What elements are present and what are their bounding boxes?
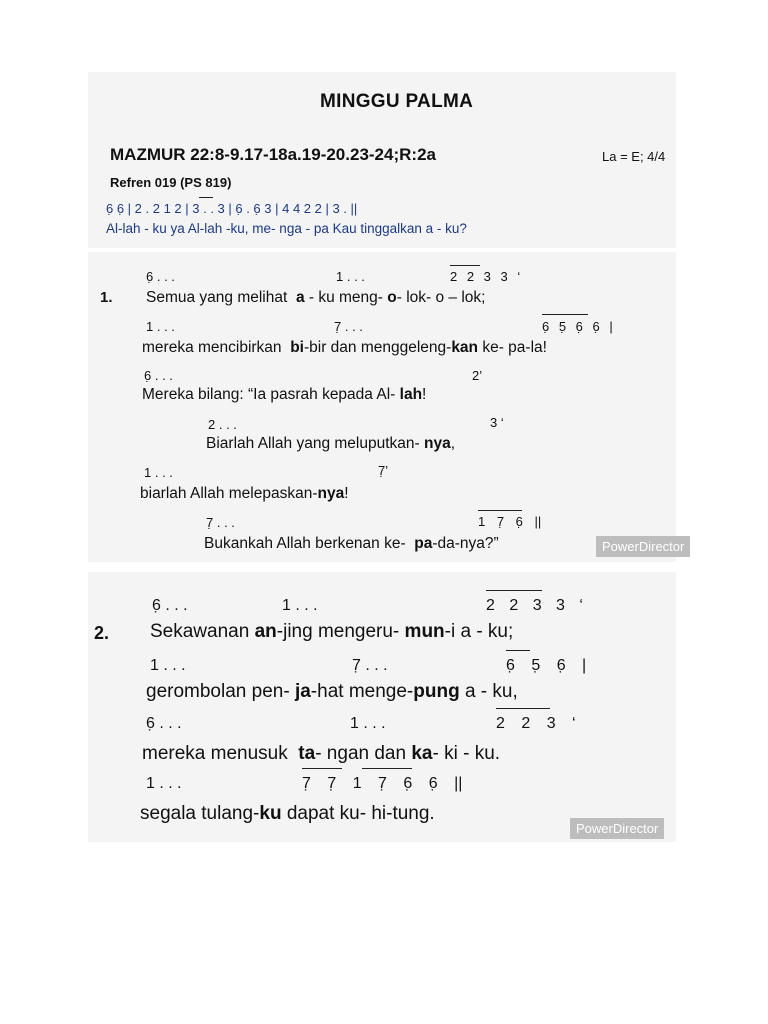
lyric-line: Mereka bilang: “Ia pasrah kepada Al- lah!: [142, 386, 427, 403]
psalm-reference: MAZMUR 22:8-9.17-18a.19-20.23-24;R:2a: [110, 145, 436, 164]
note-group: 6̣ . . .: [152, 597, 188, 614]
beam: [486, 590, 542, 591]
lyric-line: Biarlah Allah yang meluputkan- nya,: [206, 435, 456, 452]
note-group: 3 ‘: [490, 415, 504, 430]
note-group: 1 . . .: [146, 319, 175, 334]
note-group: 1 . . .: [144, 465, 173, 480]
lyric-line: mereka mencibirkan bi-bir dan menggeleng-kan ke- pa-la!: [142, 339, 547, 356]
lyric-line: mereka menusuk ta- ngan dan ka- ki - ku.: [142, 743, 501, 764]
note-group: 6̣ . . .: [146, 715, 182, 732]
note-group: 2’: [472, 368, 483, 383]
beam: [362, 768, 412, 769]
note-group: 1 . . .: [146, 775, 182, 792]
verse-number: 1.: [100, 289, 113, 306]
lyric-line: Sekawanan an-jing mengeru- mun-i a - ku;: [150, 621, 514, 642]
beam: [302, 768, 342, 769]
verse-2-scan: [88, 572, 676, 842]
refrain-beam: [199, 197, 213, 198]
note-group: 7̣ . . .: [206, 515, 235, 530]
note-group: 2 2 3 3 ‘: [486, 597, 583, 614]
beam: [506, 650, 530, 651]
lyric-line: biarlah Allah melepaskan-nya!: [140, 485, 349, 502]
note-group: 6̣ 5̣ 6̣ |: [506, 657, 587, 674]
refrain-lyrics: Al-lah - ku ya Al-lah -ku, me- nga - pa Kau tinggalkan a - ku?: [106, 221, 467, 236]
header-scan: [88, 72, 676, 248]
note-group: 1 . . .: [350, 715, 386, 732]
note-group: 7̣ 7̣ 1 7̣ 6̣ 6̣ ||: [302, 775, 463, 792]
refrain-label: Refren 019 (PS 819): [110, 175, 232, 190]
note-group: 1 . . .: [282, 597, 318, 614]
verse-1-scan: [88, 252, 685, 562]
beam: [478, 510, 522, 511]
note-group: 6̣ 5̣ 6̣ 6̣ |: [542, 319, 613, 334]
note-group: 1 7̣ 6̣ ||: [478, 514, 542, 529]
note-group: 7̣ . . .: [352, 657, 388, 674]
lyric-line: Semua yang melihat a - ku meng- o- lok- o – lok;: [146, 289, 486, 306]
beam: [496, 708, 550, 709]
refrain-notes: 6̣ 6̣ | 2 . 2 1 2 | 3 . . 3 | 6̣ . 6̣ 3 | 4 4 2 2 | 3 . ||: [106, 201, 358, 216]
note-group: 2 2 3 3 ‘: [450, 269, 521, 284]
note-group: 7̣ . . .: [334, 319, 363, 334]
note-group: 1 . . .: [150, 657, 186, 674]
lyric-line: Bukankah Allah berkenan ke- pa-da-nya?”: [204, 535, 499, 552]
page-title: MINGGU PALMA: [320, 91, 474, 112]
beam: [542, 314, 588, 315]
note-group: 2 . . .: [208, 417, 237, 432]
note-group: 2 2 3 ‘: [496, 715, 576, 732]
watermark-label: PowerDirector: [596, 536, 690, 557]
lyric-line: gerombolan pen- ja-hat menge-pung a - ku,: [146, 681, 518, 702]
note-group: 6̣ . . .: [144, 368, 173, 383]
note-group: 7̣’: [378, 463, 389, 478]
verse-number: 2.: [94, 623, 110, 643]
note-group: 6̣ . . .: [146, 269, 175, 284]
beam: [450, 265, 480, 266]
lyric-line: segala tulang-ku dapat ku- hi-tung.: [140, 803, 435, 824]
key-signature: La = E; 4/4: [602, 149, 666, 164]
watermark-label: PowerDirector: [570, 818, 664, 839]
note-group: 1 . . .: [336, 269, 365, 284]
